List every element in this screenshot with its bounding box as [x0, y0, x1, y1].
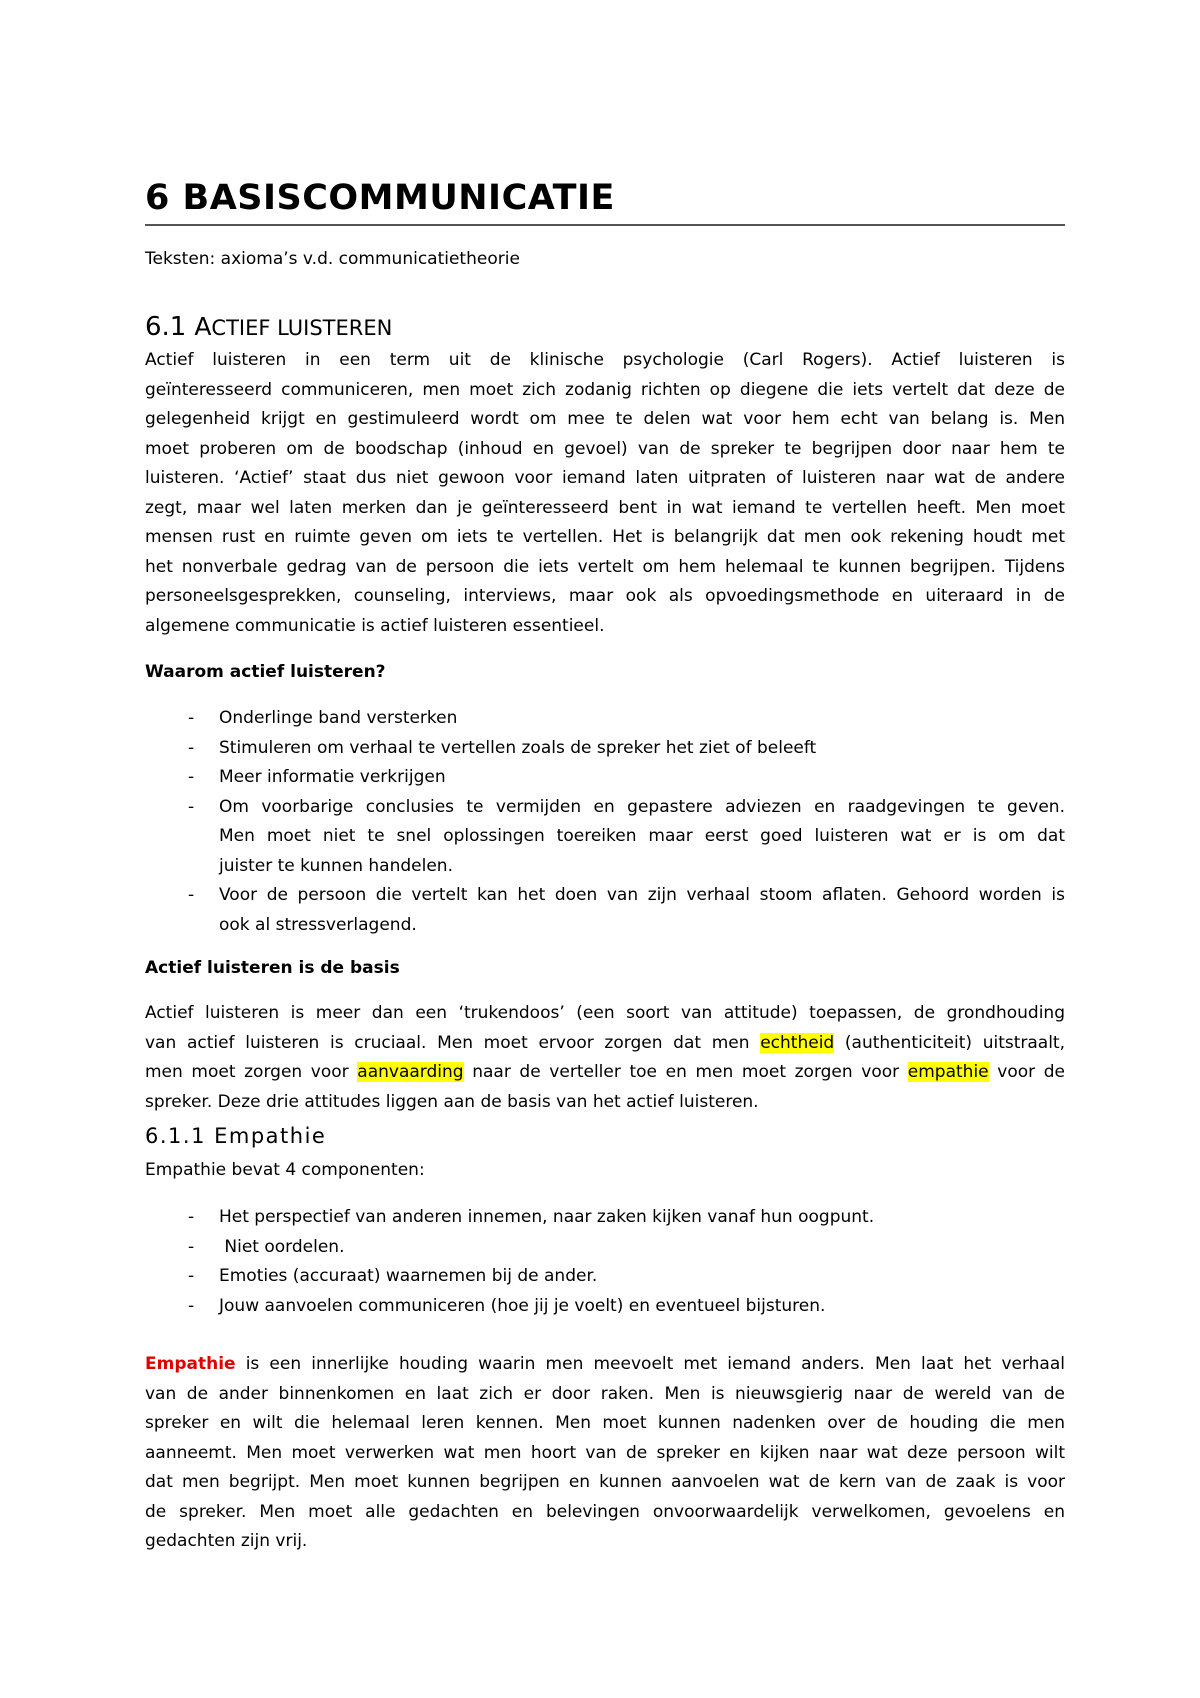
keyword-empathie: Empathie [145, 1354, 236, 1374]
list-dash: - [188, 796, 195, 817]
paragraph-line [145, 1350, 1065, 1380]
list-item-text: Jouw aanvoelen communiceren (hoe jij je voelt) en eventueel bijsturen. [219, 1295, 826, 1316]
list-dash: - [188, 885, 195, 905]
paragraph-line: algemene communicatie is actief luisteren essentieel. [145, 615, 605, 636]
list-item [145, 763, 1065, 793]
list-item-text: Meer informatie verkrijgen [219, 767, 446, 787]
basis-heading: Actief luisteren is de basis [145, 958, 400, 978]
list-item [145, 793, 1065, 882]
list-dash: - [188, 767, 195, 787]
list-dash: - [188, 708, 195, 728]
highlight-aanvaarding: aanvaarding [357, 1062, 464, 1082]
chapter-title: 6 BASISCOMMUNICATIE [145, 178, 615, 218]
text-run: men moet zorgen voor [145, 1062, 358, 1082]
paragraph-line [145, 1029, 1065, 1059]
list-item [145, 1233, 1065, 1263]
highlight-echtheid: echtheid [760, 1032, 835, 1053]
list-item-text: Voor de persoon die vertelt kan het doen van zijn verhaal stoom aflaten. Gehoord worden is [219, 885, 1065, 905]
paragraph-line: gedachten zijn vrij. [145, 1531, 308, 1551]
text-run: van actief luisteren is cruciaal. Men moet ervoor zorgen dat men [145, 1032, 761, 1053]
paragraph-line: het nonverbale gedrag van de persoon die iets vertelt om hem helemaal te kunnen begrijpen. Tijdens [145, 556, 1065, 577]
list-item-text: ook al stressverlagend. [219, 914, 417, 935]
paragraph-line: de spreker. Men moet alle gedachten en belevingen onvoorwaardelijk verwelkomen, gevoelens en [145, 1501, 1065, 1522]
list-item [145, 1203, 1065, 1233]
empathie-list [145, 1203, 1065, 1321]
paragraph-line: spreker. Deze drie attitudes liggen aan de basis van het actief luisteren. [145, 1091, 759, 1112]
list-item [145, 881, 1065, 940]
basis-paragraph [145, 999, 1065, 1117]
paragraph-line: gelegenheid krijgt en gestimuleerd wordt om mee te delen wat voor hem echt van belang is. Men [145, 409, 1065, 429]
list-item [145, 1262, 1065, 1292]
section-title-initial: A [194, 312, 212, 341]
text-run: naar de verteller toe en men moet zorgen voor [463, 1062, 908, 1082]
list-item [145, 734, 1065, 764]
list-item-text: Niet oordelen. [219, 1236, 345, 1257]
empathie-paragraph [145, 1350, 1065, 1557]
paragraph-line: Actief luisteren in een term uit de klinische psychologie (Carl Rogers). Actief luisteren is [145, 350, 1065, 370]
paragraph-line: spreker en wilt die helemaal leren kennen. Men moet kunnen nadenken over de houding die men [145, 1413, 1065, 1433]
list-item [145, 704, 1065, 734]
text-run: is een innerlijke houding waarin men meevoelt met iemand anders. Men laat het verhaal [235, 1354, 1065, 1374]
paragraph-line: van de ander binnenkomen en laat zich er door raken. Men is nieuwsgierig naar de wereld van de [145, 1383, 1065, 1404]
list-item [145, 1292, 1065, 1322]
paragraph-line: luisteren. ‘Actief’ staat dus niet gewoon voor iemand laten uitpraten of luisteren naar wat de andere [145, 468, 1065, 488]
list-dash: - [188, 1207, 195, 1227]
list-dash: - [188, 737, 195, 758]
empathie-intro: Empathie bevat 4 componenten: [145, 1160, 425, 1180]
paragraph-line [145, 1058, 1065, 1088]
paragraph-line: zegt, maar wel laten merken dan je geïnteresseerd bent in wat iemand te vertellen heeft. Men moet [145, 497, 1065, 518]
paragraph-line: mensen rust en ruimte geven om iets te vertellen. Het is belangrijk dat men ook rekening houdt met [145, 527, 1065, 547]
list-item-text: Men moet niet te snel oplossingen toereiken maar eerst goed luisteren wat er is om dat [219, 826, 1065, 846]
why-list [145, 704, 1065, 940]
chapter-subtitle: Teksten: axioma’s v.d. communicatietheorie [145, 249, 520, 269]
why-heading: Waarom actief luisteren? [145, 662, 386, 682]
list-item-text: Onderlinge band versterken [219, 708, 458, 728]
subsection-heading-6-1-1: 6.1.1 Empathie [145, 1124, 327, 1148]
list-item-text: Stimuleren om verhaal te vertellen zoals de spreker het ziet of beleeft [219, 737, 817, 758]
list-dash: - [188, 1295, 195, 1316]
paragraph-line: aanneemt. Men moet verwerken wat men hoort van de spreker en kijken naar wat deze persoon wilt [145, 1442, 1065, 1463]
section-title-rest: CTIEF LUISTEREN [211, 316, 393, 340]
list-item-text: juister te kunnen handelen. [219, 855, 453, 876]
list-dash: - [188, 1236, 195, 1257]
paragraph-line: geïnteresseerd communiceren, men moet zich zodanig richten op diegene die iets vertelt dat deze de [145, 379, 1065, 400]
section-heading-6-1 [145, 312, 392, 342]
list-item-text: Emoties (accuraat) waarnemen bij de ander. [219, 1266, 598, 1286]
section-number: 6.1 [145, 312, 187, 342]
text-run: (authenticiteit) uitstraalt, [834, 1032, 1066, 1053]
list-item-text: Het perspectief van anderen innemen, naar zaken kijken vanaf hun oogpunt. [219, 1207, 875, 1227]
text-run: voor de [988, 1062, 1065, 1082]
paragraph-line: personeelsgesprekken, counseling, interviews, maar ook als opvoedingsmethode en uiteraard in de [145, 586, 1065, 606]
paragraph-line: dat men begrijpt. Men moet kunnen begrijpen en kunnen aanvoelen wat de kern van de zaak is voor [145, 1472, 1065, 1492]
list-item-text: Om voorbarige conclusies te vermijden en gepastere adviezen en raadgevingen te geven. [219, 796, 1065, 817]
chapter-title-underline [145, 224, 1065, 226]
intro-paragraph [145, 346, 1065, 641]
list-dash: - [188, 1266, 195, 1286]
paragraph-line: Actief luisteren is meer dan een ‘trukendoos’ (een soort van attitude) toepassen, de grondhouding [145, 1003, 1065, 1023]
paragraph-line: moet proberen om de boodschap (inhoud en gevoel) van de spreker te begrijpen door naar hem te [145, 438, 1065, 459]
highlight-empathie: empathie [907, 1062, 989, 1082]
